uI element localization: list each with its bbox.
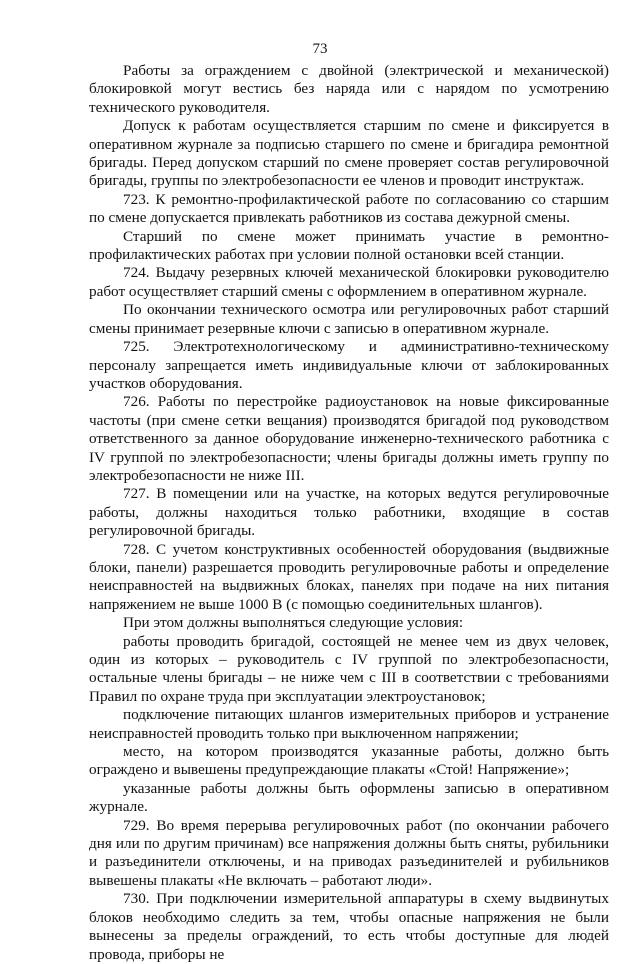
paragraph-723: 723. К ремонтно-профилактической работе по согласованию со старшим по смене допускается привлекать работников из состава дежурной смены. bbox=[89, 190, 609, 227]
paragraph-724: 724. Выдачу резервных ключей механической блокировки руководителю работ осуществляет старший смены с оформлением в оперативном журнале. bbox=[89, 264, 609, 300]
page-number: 73 bbox=[312, 41, 328, 57]
paragraph-726: 726. Работы по перестройке радиоустановок на новые фиксированные частоты (при смене сетки вещания) производятся бригадой под руководством ответственного за данное оборудование инженерно-технического работника с IV группой по электробезопасности; члены бригады должны иметь группу по электробезопасности не ниже III. bbox=[89, 393, 609, 484]
paragraph-728: 728. С учетом конструктивных особенностей оборудования (выдвижные блоки, панели) разрешается проводить регулировочные работы и определение неисправностей на выдвижных блоках, панелях при подаче на них питания напряжением не выше 1000 В (с помощью соединительных шлангов). bbox=[89, 540, 609, 613]
paragraph-1: Работы за ограждением с двойной (электрической и механической) блокировкой могут вестись без наряда или с нарядом по усмотрению технического руководителя. bbox=[89, 62, 609, 116]
paragraph-730: 730. При подключении измерительной аппаратуры в схему выдвинутых блоков необходимо следить за тем, чтобы опасные напряжения не были вынесены за пределы ограждений, то есть чтобы доступные для людей провода, приборы не bbox=[89, 890, 609, 963]
paragraph-729: 729. Во время перерыва регулировочных работ (по окончании рабочего дня или по другим причинам) все напряжения должны быть сняты, рубильники и разъединители отключены, и на приводах разъединителей и рубильников вывешены плакаты «Не включать – работают люди». bbox=[89, 816, 609, 889]
document-body bbox=[89, 62, 609, 964]
paragraph-4: Старший по смене может принимать участие в ремонтно-профилактических работах при условии полной остановки всей станции. bbox=[89, 227, 609, 264]
paragraph-6: По окончании технического осмотра или регулировочных работ старший смены принимает резервные ключи с записью в оперативном журнале. bbox=[89, 301, 609, 337]
paragraph-2: Допуск к работам осуществляется старшим по смене и фиксируется в оперативном журнале за подписью старшего по смене и бригадира ремонтной бригады. Перед допуском старший по смене проверяет состав регулировочной бригады, группы по электробезопасности ее членов и проводит инструктаж. bbox=[89, 117, 609, 190]
condition-item-1: работы проводить бригадой, состоящей не менее чем из двух человек, один из которых – руководитель с IV группой по электробезопасности, остальные члены бригады – не ниже чем с III в соответствии с требованиями Правил по охране труда при эксплуатации электроустановок; bbox=[89, 632, 609, 705]
condition-item-4: указанные работы должны быть оформлены записью в оперативном журнале. bbox=[89, 779, 609, 816]
condition-item-3: место, на котором производятся указанные работы, должно быть ограждено и вывешены предупреждающие плакаты «Стой! Напряжение»; bbox=[89, 743, 609, 779]
paragraph-727: 727. В помещении или на участке, на которых ведутся регулировочные работы, должны находиться только работники, входящие в состав регулировочной бригады. bbox=[89, 485, 609, 540]
paragraph-conditions-intro: При этом должны выполняться следующие условия: bbox=[123, 614, 464, 632]
condition-item-2: подключение питающих шлангов измерительных приборов и устранение неисправностей проводить только при выключенном напряжении; bbox=[89, 706, 609, 742]
paragraph-725: 725. Электротехнологическому и административно-техническому персоналу запрещается иметь индивидуальные ключи от заблокированных участков оборудования. bbox=[89, 338, 609, 392]
